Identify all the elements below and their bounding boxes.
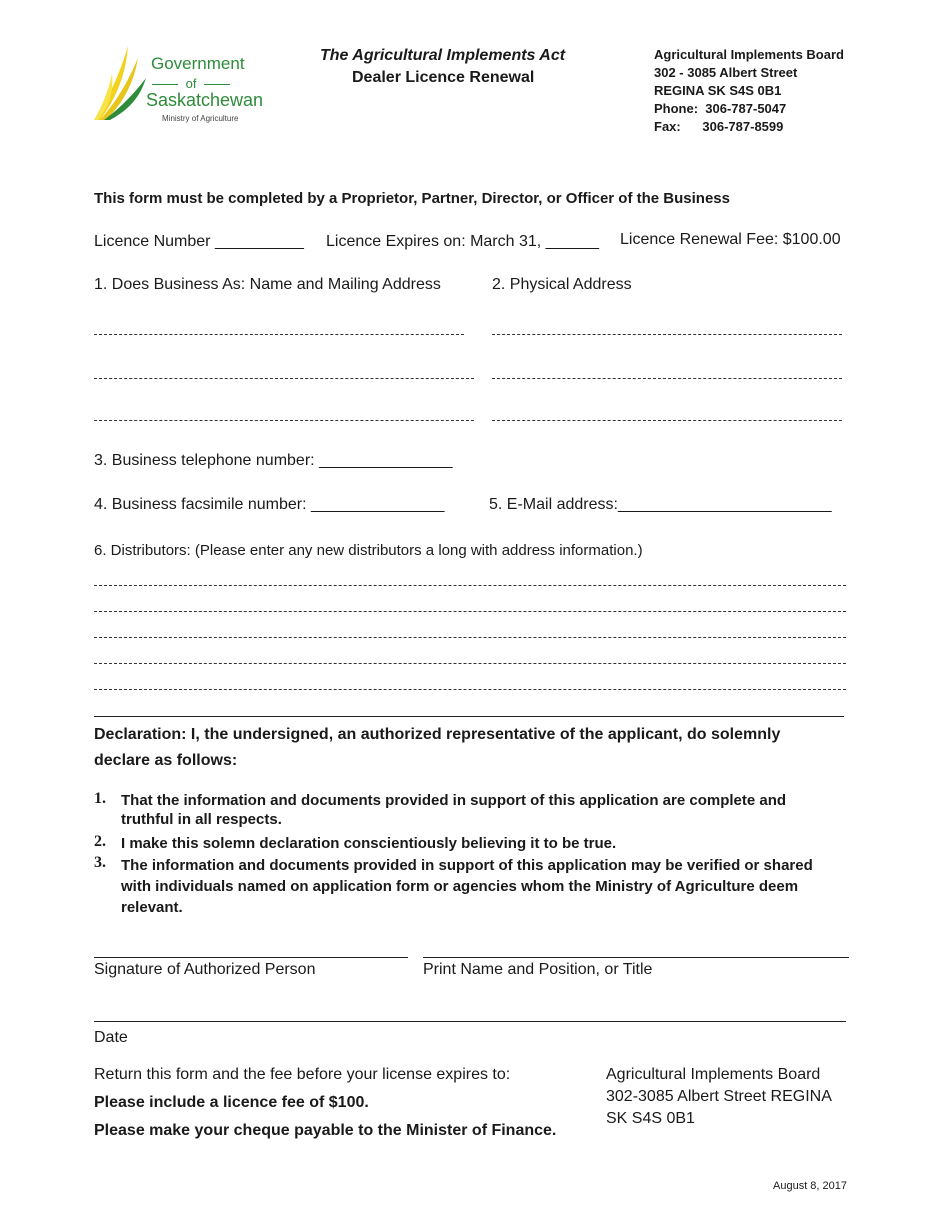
declaration-intro: Declaration: I, the undersigned, an authorized representative of the applicant, do solemnly declare as follows: [94, 726, 781, 769]
distributors-line-5[interactable] [94, 689, 846, 690]
form-date: August 8, 2017 [773, 1180, 848, 1192]
board-city: REGINA SK S4S 0B1 [654, 83, 782, 98]
distributors-line-4[interactable] [94, 663, 846, 664]
mailing-address-line-1[interactable] [94, 334, 464, 335]
email-field[interactable]: 5. E-Mail address:________________________ [489, 496, 832, 513]
signature-line[interactable] [94, 957, 408, 958]
declaration-num-3: 3. [94, 854, 106, 871]
board-name: Agricultural Implements Board [654, 47, 844, 62]
distributors-line-1[interactable] [94, 585, 846, 586]
return-address-line-1: Agricultural Implements Board [606, 1066, 821, 1083]
board-address [654, 46, 844, 136]
return-instructions: Return this form and the fee before your license expires to: [94, 1066, 511, 1083]
business-fax-field[interactable]: 4. Business facsimile number: _______________ [94, 496, 445, 513]
licence-number-field[interactable]: Licence Number __________ [94, 233, 304, 250]
q2-label: 2. Physical Address [492, 276, 632, 293]
logo-ministry: Ministry of Agriculture [162, 114, 239, 123]
distributors-line-3[interactable] [94, 637, 846, 638]
act-title: The Agricultural Implements Act [320, 47, 566, 64]
date-line[interactable] [94, 1021, 846, 1022]
logo-of-text: of [185, 76, 197, 91]
mailing-address-line-3[interactable] [94, 420, 474, 421]
form-title: Dealer Licence Renewal [352, 69, 535, 86]
board-fax: Fax: 306-787-8599 [654, 119, 784, 134]
declaration-text-1: That the information and documents provided in support of this application are complete and truthful in all respects. [121, 792, 787, 828]
q1-label: 1. Does Business As: Name and Mailing Address [94, 276, 441, 293]
declaration-num-1: 1. [94, 790, 106, 807]
intro-text: This form must be completed by a Proprietor, Partner, Director, or Officer of the Business [94, 190, 730, 207]
business-telephone-field[interactable]: 3. Business telephone number: _______________ [94, 452, 453, 469]
logo-saskatchewan: Saskatchewan [146, 90, 264, 110]
licence-fee-label: Licence Renewal Fee: $100.00 [620, 231, 841, 248]
return-address [606, 1064, 832, 1130]
licence-expires-field[interactable]: Licence Expires on: March 31, ______ [326, 233, 600, 250]
distributors-line-2[interactable] [94, 611, 846, 612]
return-address-line-3: SK S4S 0B1 [606, 1110, 695, 1127]
physical-address-line-1[interactable] [492, 334, 842, 335]
date-label: Date [94, 1029, 128, 1046]
distributors-line-6[interactable] [94, 716, 844, 717]
fee-instructions: Please include a licence fee of $100. [94, 1094, 369, 1111]
print-name-label: Print Name and Position, or Title [423, 961, 653, 978]
signature-label: Signature of Authorized Person [94, 961, 316, 978]
return-address-line-2: 302-3085 Albert Street REGINA [606, 1088, 832, 1105]
q6-label: 6. Distributors: (Please enter any new distributors a long with address information.) [94, 542, 643, 559]
physical-address-line-2[interactable] [492, 378, 842, 379]
declaration-num-2: 2. [94, 833, 106, 850]
declaration-text-2: I make this solemn declaration conscientiously believing it to be true. [121, 835, 617, 852]
wheat-emblem-icon [90, 44, 148, 124]
physical-address-line-3[interactable] [492, 420, 842, 421]
mailing-address-line-2[interactable] [94, 378, 474, 379]
declaration-text-3: The information and documents provided in support of this application may be verified or shared with individuals named on application form or agencies whom the Ministry of Agriculture deem relevant. [121, 857, 813, 916]
cheque-instructions: Please make your cheque payable to the Minister of Finance. [94, 1122, 557, 1139]
logo-of [152, 76, 230, 91]
government-logo [90, 44, 264, 126]
print-name-line[interactable] [423, 957, 849, 958]
board-street: 302 - 3085 Albert Street [654, 65, 798, 80]
board-phone: Phone: 306-787-5047 [654, 101, 787, 116]
logo-government: Government [151, 54, 245, 73]
